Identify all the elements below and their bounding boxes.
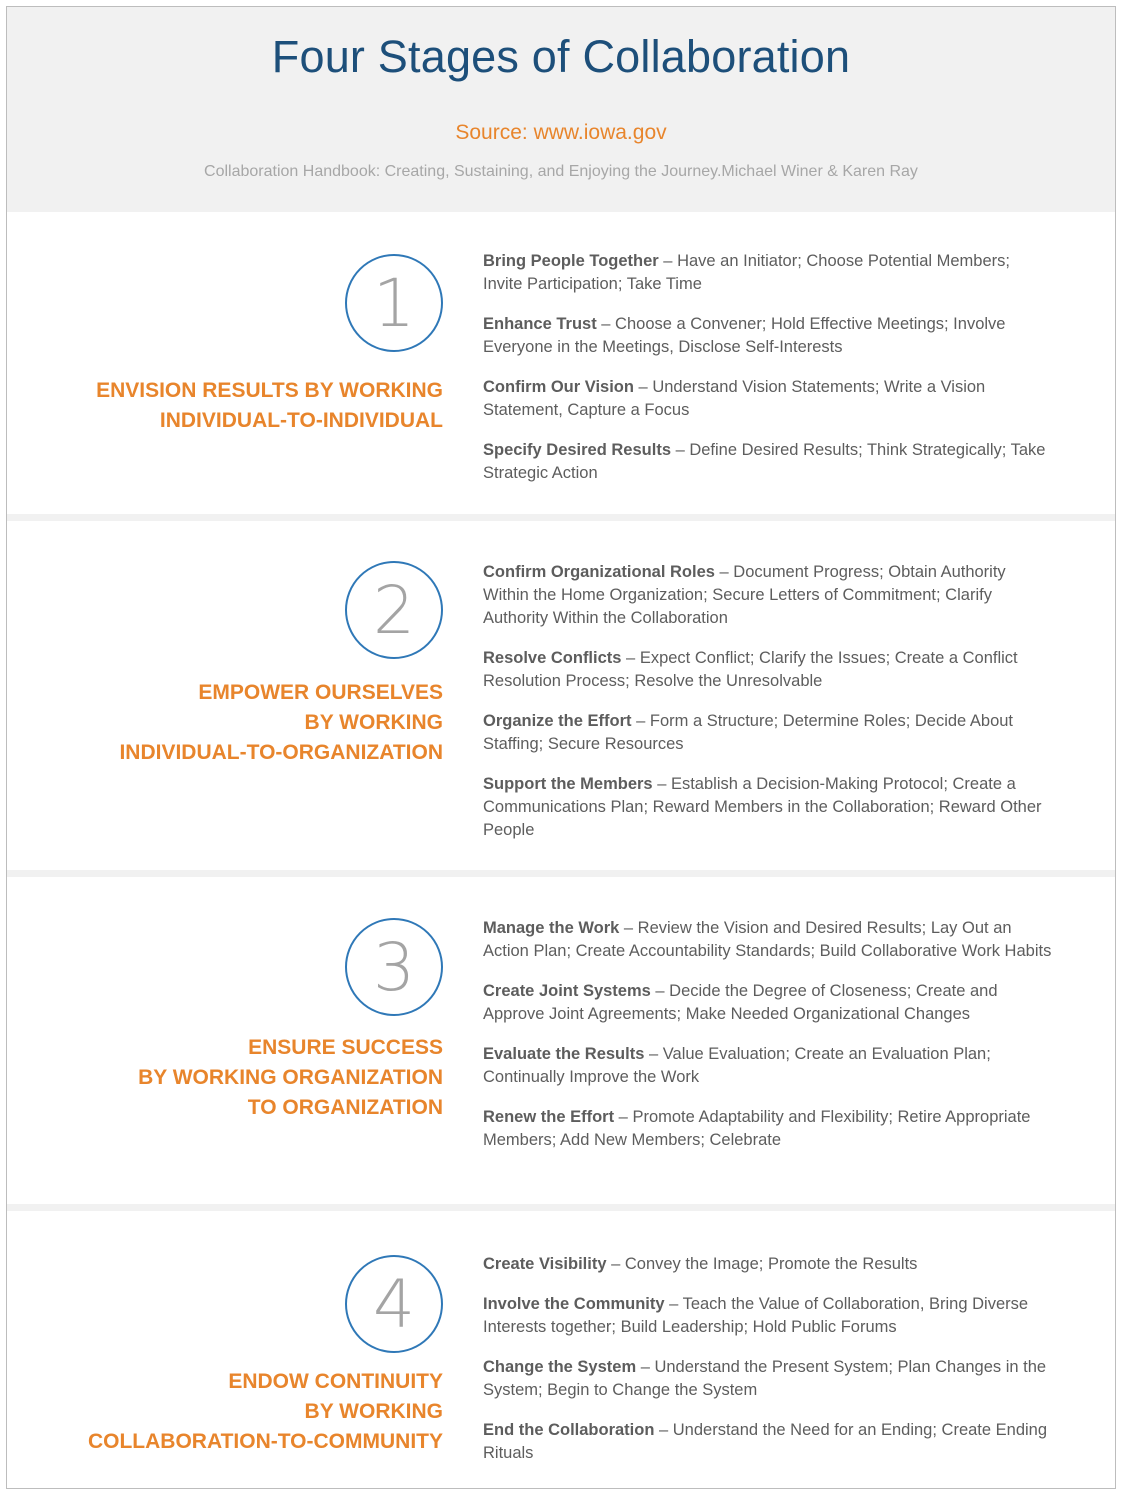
stage-4-number: 4 bbox=[373, 1265, 415, 1343]
credit-line: Collaboration Handbook: Creating, Sustaining, and Enjoying the Journey.Michael Winer & Karen Ray bbox=[204, 163, 918, 180]
item-heading: Create Joint Systems bbox=[483, 982, 651, 1000]
list-item bbox=[483, 980, 1053, 1026]
item-text: – Teach the Value of Collaboration, Bring Diverse Interests together; Build Leadership; Hold Public Forums bbox=[483, 1295, 1029, 1336]
list-item bbox=[483, 1356, 1053, 1402]
stage-3-title bbox=[138, 1033, 443, 1123]
item-heading: Change the System bbox=[483, 1358, 637, 1376]
item-text: – Promote Adaptability and Flexibility; Retire Appropriate Members; Add New Members; Celebrate bbox=[483, 1108, 1031, 1149]
item-text: – Expect Conflict; Clarify the Issues; Create a Conflict Resolution Process; Resolve the Unresolvable bbox=[483, 649, 1018, 690]
stage-title-line: BY WORKING ORGANIZATION bbox=[138, 1066, 443, 1089]
stage-title-line: ENVISION RESULTS BY WORKING bbox=[96, 379, 443, 402]
list-item bbox=[483, 1419, 1053, 1465]
stage-title-line: INDIVIDUAL-TO-ORGANIZATION bbox=[119, 741, 443, 764]
list-item bbox=[483, 710, 1053, 756]
item-heading: Specify Desired Results bbox=[483, 441, 671, 459]
stage-3-section bbox=[7, 877, 1115, 1204]
item-text: – Choose a Convener; Hold Effective Meetings; Involve Everyone in the Meetings, Disclose Self-Interests bbox=[483, 315, 1006, 356]
item-text: – Decide the Degree of Closeness; Create and Approve Joint Agreements; Make Needed Organizational Changes bbox=[483, 982, 998, 1023]
stage-2-title bbox=[119, 678, 443, 768]
header bbox=[7, 7, 1115, 212]
item-heading: Confirm Organizational Roles bbox=[483, 563, 715, 581]
item-text: – Have an Initiator; Choose Potential Members; Invite Participation; Take Time bbox=[483, 252, 1010, 293]
item-heading: Involve the Community bbox=[483, 1295, 665, 1313]
list-item bbox=[483, 1043, 1053, 1089]
stage-title-line: COLLABORATION-TO-COMMUNITY bbox=[87, 1430, 443, 1453]
list-item bbox=[483, 1293, 1053, 1339]
list-item bbox=[483, 647, 1053, 693]
stage-3-number-circle bbox=[345, 918, 443, 1016]
stage-title-line: ENSURE SUCCESS bbox=[248, 1036, 443, 1059]
stage-4-title bbox=[88, 1367, 443, 1457]
stage-1-number-circle bbox=[345, 254, 443, 352]
stage-1-section bbox=[7, 212, 1115, 514]
item-heading: Create Visibility bbox=[483, 1255, 607, 1273]
item-heading: End the Collaboration bbox=[483, 1421, 655, 1439]
list-item bbox=[483, 1106, 1053, 1152]
stage-title-line: TO ORGANIZATION bbox=[247, 1096, 443, 1119]
stage-title-line: BY WORKING bbox=[304, 1400, 443, 1423]
item-heading: Organize the Effort bbox=[483, 712, 632, 730]
item-text: – Review the Vision and Desired Results; Lay Out an Action Plan; Create Accountability Standards; Build Collaborative Work Habits bbox=[483, 919, 1052, 960]
stage-4-section bbox=[7, 1211, 1115, 1488]
item-text: – Establish a Decision-Making Protocol; Create a Communications Plan; Reward Members in the Collaboration; Reward Other People bbox=[483, 775, 1042, 839]
stage-title-line: BY WORKING bbox=[304, 711, 443, 734]
list-item bbox=[483, 376, 1053, 422]
list-item bbox=[483, 250, 1053, 296]
item-text: – Define Desired Results; Think Strategically; Take Strategic Action bbox=[483, 441, 1046, 482]
stage-2-items bbox=[483, 561, 1053, 859]
stage-2-section bbox=[7, 521, 1115, 870]
stage-title-line: ENDOW CONTINUITY bbox=[228, 1370, 443, 1393]
list-item bbox=[483, 1253, 1053, 1276]
stage-1-title bbox=[96, 376, 443, 436]
infographic-frame bbox=[6, 6, 1116, 1489]
stage-title-line: EMPOWER OURSELVES bbox=[198, 681, 443, 704]
list-item bbox=[483, 439, 1053, 485]
stage-3-number: 3 bbox=[373, 928, 415, 1006]
stage-1-items bbox=[483, 250, 1053, 502]
item-heading: Enhance Trust bbox=[483, 315, 597, 333]
stage-1-number: 1 bbox=[373, 264, 415, 342]
item-heading: Support the Members bbox=[483, 775, 653, 793]
item-text: – Document Progress; Obtain Authority Within the Home Organization; Secure Letters of Commitment; Clarify Authority Within the Collaboration bbox=[483, 563, 1006, 627]
item-text: – Value Evaluation; Create an Evaluation Plan; Continually Improve the Work bbox=[483, 1045, 991, 1086]
item-text: – Form a Structure; Determine Roles; Decide About Staffing; Secure Resources bbox=[483, 712, 1014, 753]
item-heading: Evaluate the Results bbox=[483, 1045, 645, 1063]
stage-title-line: INDIVIDUAL-TO-INDIVIDUAL bbox=[159, 409, 443, 432]
item-heading: Renew the Effort bbox=[483, 1108, 615, 1126]
item-text: – Understand Vision Statements; Write a Vision Statement, Capture a Focus bbox=[483, 378, 986, 419]
page-title: Four Stages of Collaboration bbox=[271, 31, 851, 82]
source-line: Source: www.iowa.gov bbox=[455, 121, 667, 144]
item-heading: Bring People Together bbox=[483, 252, 659, 270]
item-heading: Manage the Work bbox=[483, 919, 620, 937]
list-item bbox=[483, 917, 1053, 963]
stage-2-number: 2 bbox=[373, 571, 415, 649]
stage-4-number-circle bbox=[345, 1255, 443, 1353]
stage-3-items bbox=[483, 917, 1053, 1169]
item-heading: Confirm Our Vision bbox=[483, 378, 634, 396]
list-item bbox=[483, 561, 1053, 630]
item-text: – Understand the Present System; Plan Changes in the System; Begin to Change the System bbox=[483, 1358, 1047, 1399]
stage-2-number-circle bbox=[345, 561, 443, 659]
item-text: – Understand the Need for an Ending; Create Ending Rituals bbox=[483, 1421, 1048, 1462]
list-item bbox=[483, 313, 1053, 359]
item-text: – Convey the Image; Promote the Results bbox=[606, 1255, 918, 1273]
list-item bbox=[483, 773, 1053, 842]
stage-4-items bbox=[483, 1253, 1053, 1482]
item-heading: Resolve Conflicts bbox=[483, 649, 622, 667]
